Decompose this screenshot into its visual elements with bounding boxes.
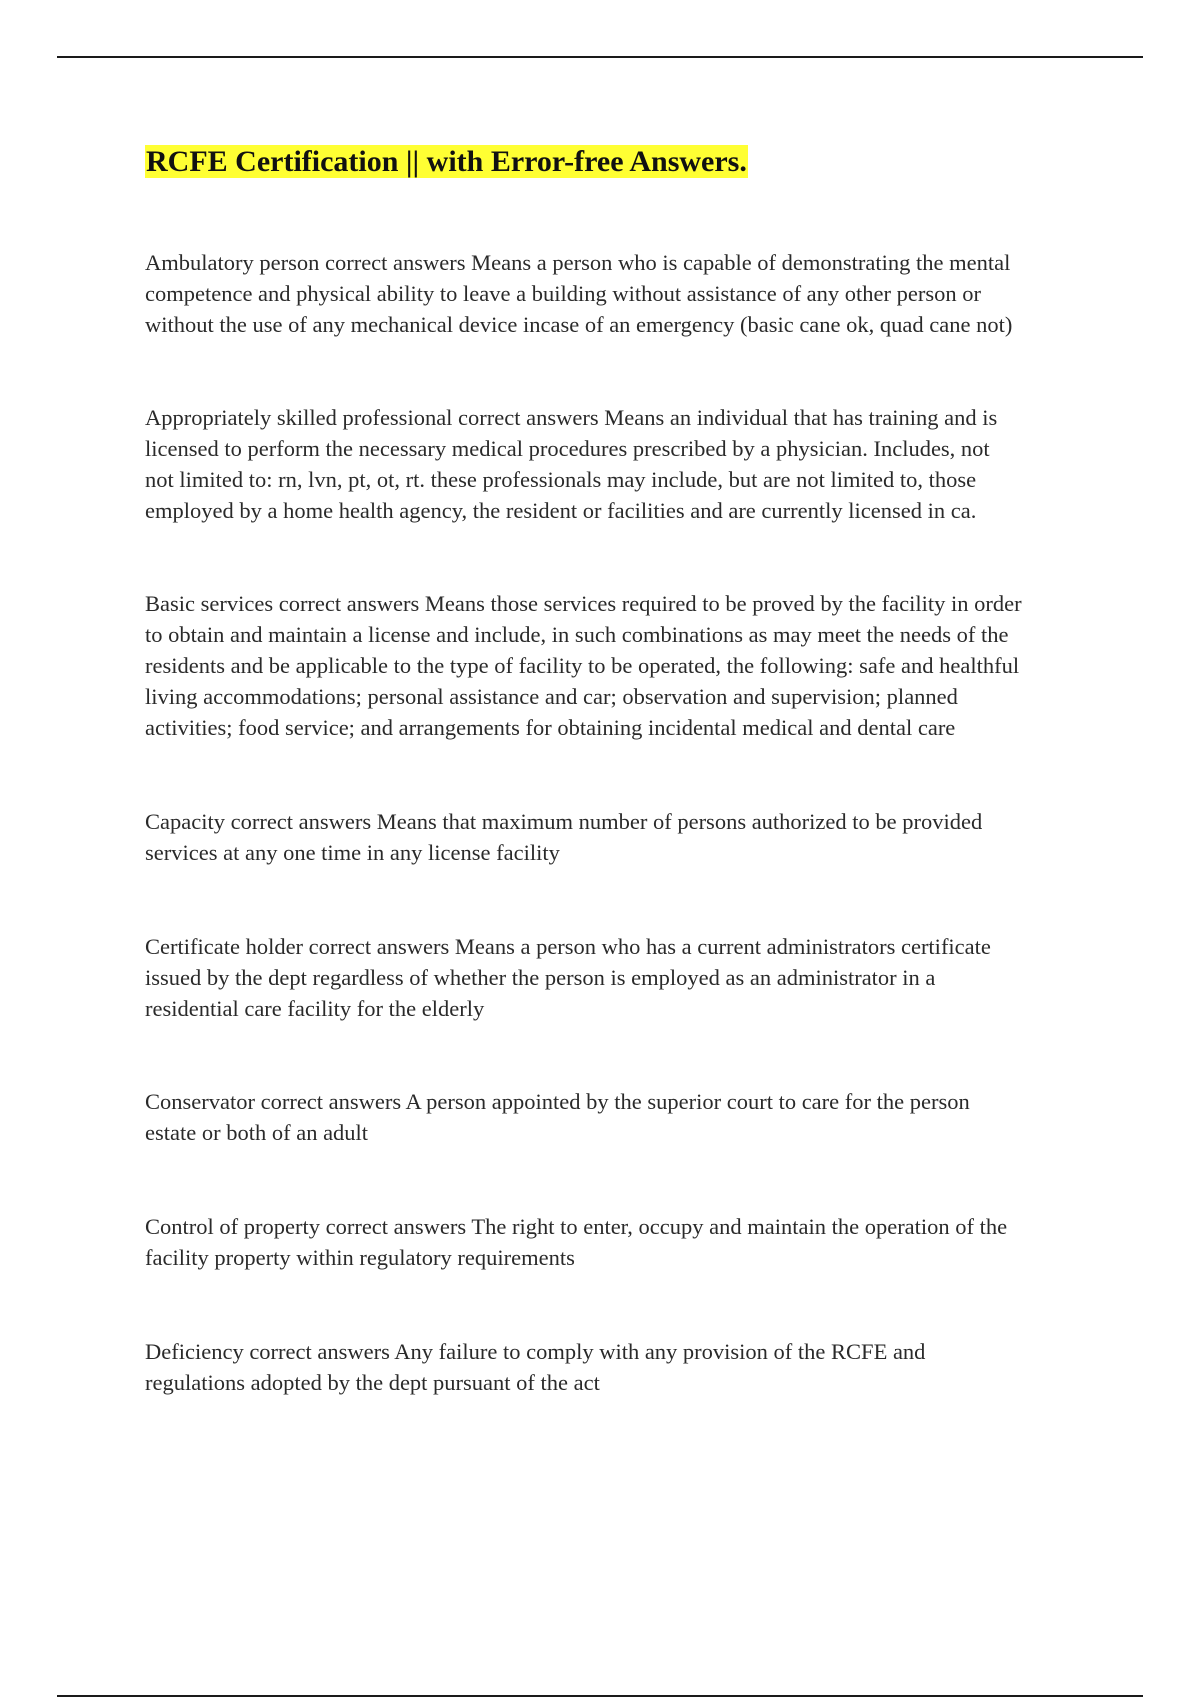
entry-line: residents and be applicable to the type of facility to be operated, the following: safe and healthful xyxy=(145,653,1020,678)
entry-line: Deficiency correct answers Any failure to comply with any provision of the RCFE and xyxy=(145,1339,926,1364)
definition-entry xyxy=(145,931,1095,1024)
entry-line: residential care facility for the elderly xyxy=(145,996,485,1021)
top-divider xyxy=(57,56,1143,58)
document-title xyxy=(145,142,748,182)
entry-line: Control of property correct answers The right to enter, occupy and maintain the operation of the xyxy=(145,1214,1008,1239)
entry-line: issued by the dept regardless of whether the person is employed as an administrator in a xyxy=(145,965,936,990)
bottom-divider xyxy=(57,1695,1143,1697)
entry-line: Certificate holder correct answers Means a person who has a current administrators certificate xyxy=(145,934,991,959)
entry-line: Capacity correct answers Means that maximum number of persons authorized to be provided xyxy=(145,809,983,834)
entry-line: Appropriately skilled professional correct answers Means an individual that has training and is xyxy=(145,405,998,430)
entry-line: to obtain and maintain a license and include, in such combinations as may meet the needs of the xyxy=(145,622,1009,647)
entry-line: not limited to: rn, lvn, pt, ot, rt. these professionals may include, but are not limited to, those xyxy=(145,467,977,492)
entry-line: living accommodations; personal assistance and car; observation and supervision; planned xyxy=(145,684,958,709)
entry-line: regulations adopted by the dept pursuant of the act xyxy=(145,1370,600,1395)
definition-entry xyxy=(145,588,1095,743)
entry-line: competence and physical ability to leave a building without assistance of any other person or xyxy=(145,281,982,306)
title-highlight: RCFE Certification || with Error-free Answers. xyxy=(146,145,747,178)
entry-line: Conservator correct answers A person appointed by the superior court to care for the person xyxy=(145,1089,970,1114)
entry-line: services at any one time in any license facility xyxy=(145,840,560,865)
entry-line: Ambulatory person correct answers Means a person who is capable of demonstrating the mental xyxy=(145,250,1011,275)
entry-line: facility property within regulatory requirements xyxy=(145,1245,575,1270)
definition-entry xyxy=(145,247,1095,340)
entry-line: employed by a home health agency, the resident or facilities and are currently licensed in ca. xyxy=(145,498,977,523)
definition-entry xyxy=(145,1211,1095,1273)
definition-entry xyxy=(145,806,1095,868)
definition-entry xyxy=(145,402,1095,526)
entry-line: licensed to perform the necessary medical procedures prescribed by a physician. Includes, not xyxy=(145,436,990,461)
entry-line: without the use of any mechanical device incase of an emergency (basic cane ok, quad cane not) xyxy=(145,312,1013,337)
definition-entry xyxy=(145,1336,1095,1398)
entry-line: Basic services correct answers Means those services required to be proved by the facility in order xyxy=(145,591,1022,616)
entry-line: estate or both of an adult xyxy=(145,1120,369,1145)
entry-line: activities; food service; and arrangements for obtaining incidental medical and dental care xyxy=(145,715,956,740)
definition-entry xyxy=(145,1086,1095,1148)
